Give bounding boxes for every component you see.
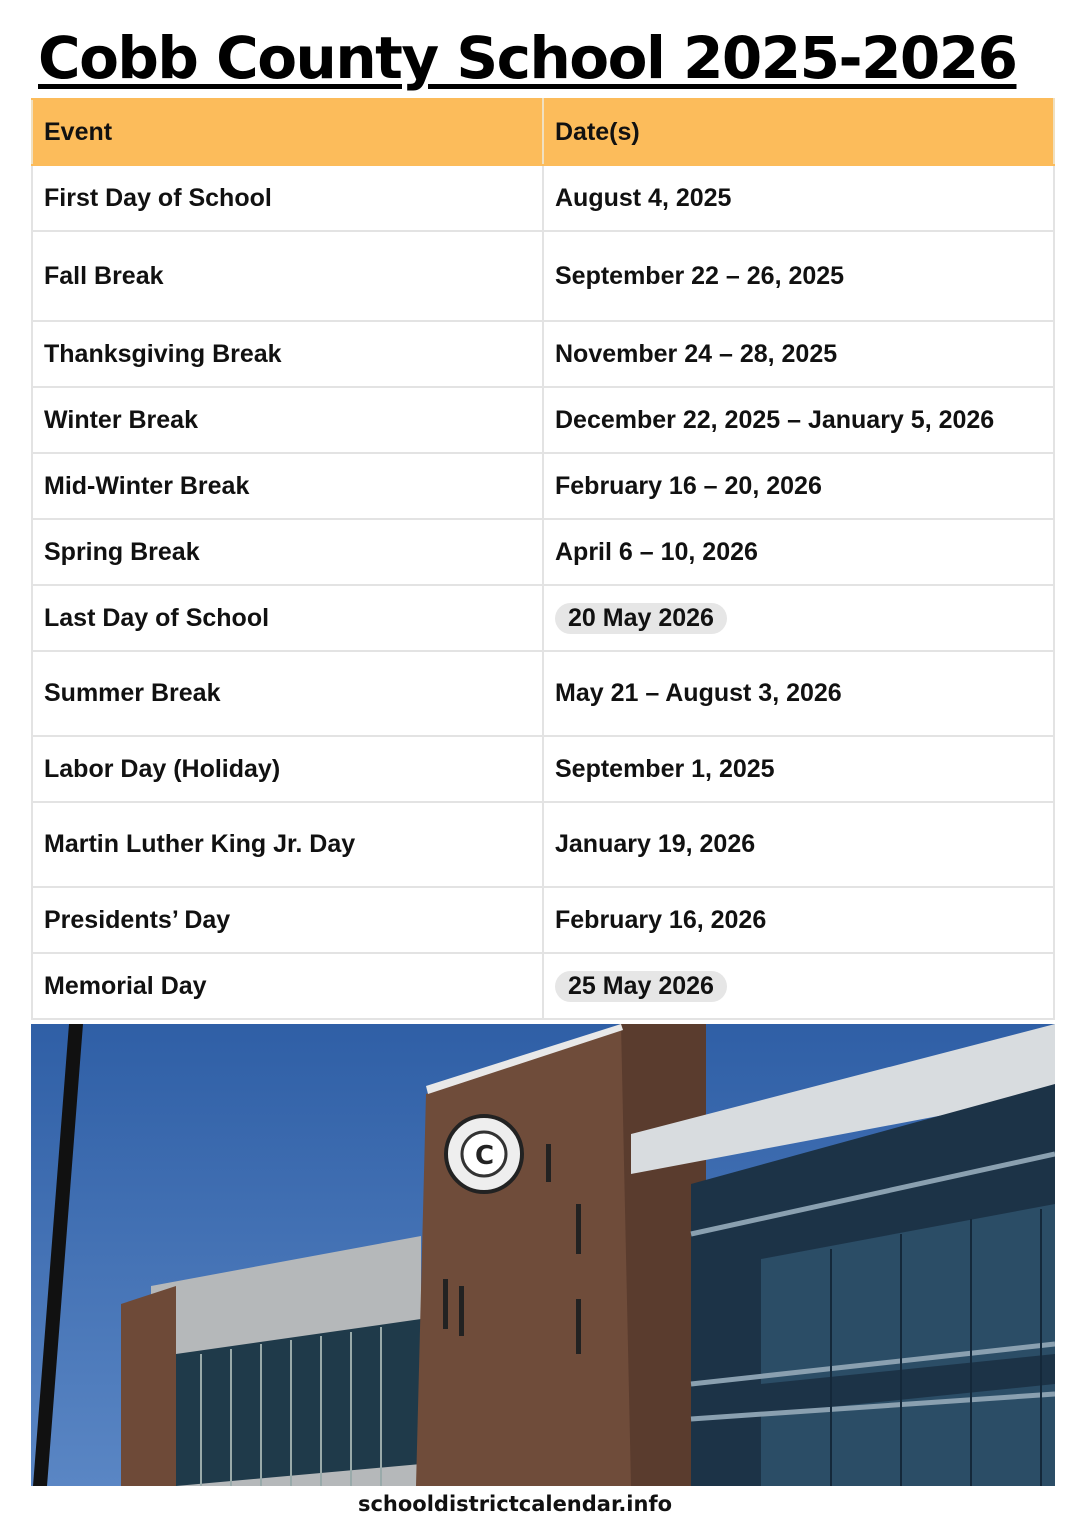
page-title: Cobb County School 2025-2026 (38, 24, 1017, 92)
date-cell: December 22, 2025 – January 5, 2026 (543, 387, 1054, 453)
event-cell: Summer Break (32, 651, 543, 736)
date-cell: August 4, 2025 (543, 165, 1054, 231)
event-cell: Winter Break (32, 387, 543, 453)
event-cell: Martin Luther King Jr. Day (32, 802, 543, 887)
date-cell (543, 585, 1054, 651)
table-row (32, 651, 1054, 736)
header-event: Event (32, 99, 543, 165)
header-dates: Date(s) (543, 99, 1054, 165)
date-cell: April 6 – 10, 2026 (543, 519, 1054, 585)
table-header-row (32, 99, 1054, 165)
table-row (32, 887, 1054, 953)
event-cell: Fall Break (32, 231, 543, 321)
table-row (32, 736, 1054, 802)
table-row (32, 231, 1054, 321)
event-cell: Labor Day (Holiday) (32, 736, 543, 802)
date-cell: February 16 – 20, 2026 (543, 453, 1054, 519)
date-cell (543, 953, 1054, 1019)
table-row (32, 519, 1054, 585)
date-cell: November 24 – 28, 2025 (543, 321, 1054, 387)
table-row (32, 585, 1054, 651)
date-cell: February 16, 2026 (543, 887, 1054, 953)
event-cell: Spring Break (32, 519, 543, 585)
event-cell: Last Day of School (32, 585, 543, 651)
table-row (32, 802, 1054, 887)
site-footer-link[interactable]: schooldistrictcalendar.info (357, 1492, 673, 1516)
table-row (32, 165, 1054, 231)
school-building-photo (31, 1024, 1055, 1486)
table-row (32, 321, 1054, 387)
calendar-table (31, 98, 1055, 1020)
event-cell: First Day of School (32, 165, 543, 231)
date-cell: May 21 – August 3, 2026 (543, 651, 1054, 736)
date-cell: January 19, 2026 (543, 802, 1054, 887)
date-cell: September 22 – 26, 2025 (543, 231, 1054, 321)
event-cell: Mid-Winter Break (32, 453, 543, 519)
event-cell: Memorial Day (32, 953, 543, 1019)
date-highlight-badge: 20 May 2026 (555, 603, 727, 634)
event-cell: Thanksgiving Break (32, 321, 543, 387)
date-cell: September 1, 2025 (543, 736, 1054, 802)
table-row (32, 387, 1054, 453)
table-row (32, 953, 1054, 1019)
building-image (31, 1024, 1055, 1486)
svg-text:C: C (475, 1141, 495, 1171)
table-row (32, 453, 1054, 519)
date-highlight-badge: 25 May 2026 (555, 971, 727, 1002)
event-cell: Presidents’ Day (32, 887, 543, 953)
